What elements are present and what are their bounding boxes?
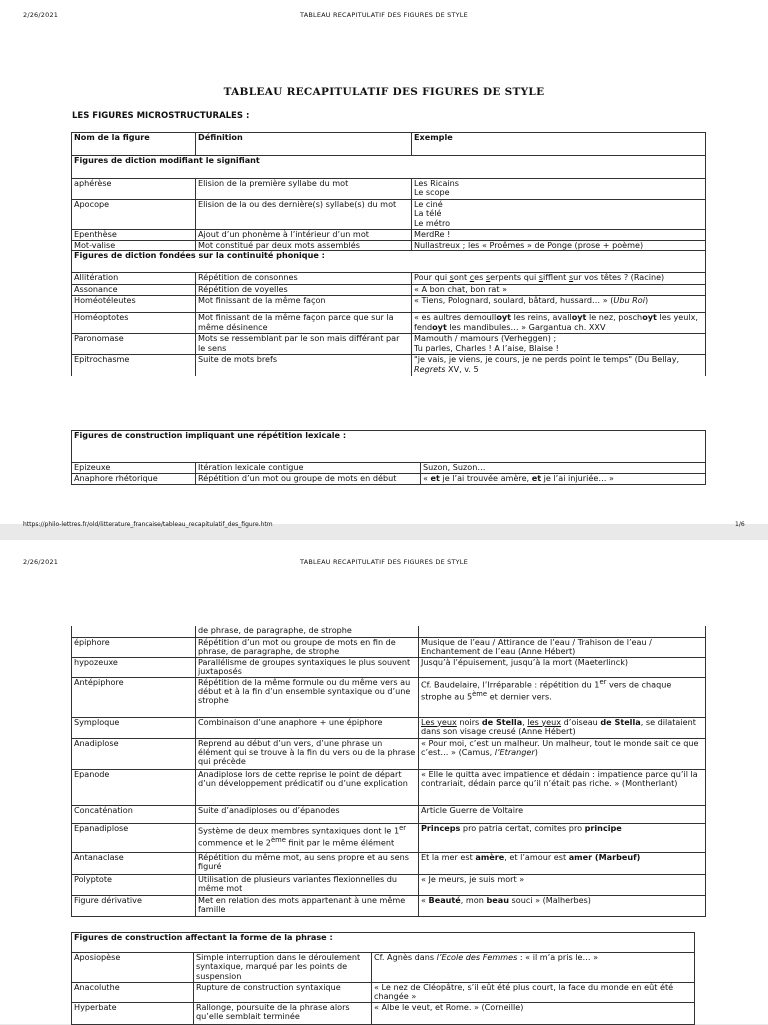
- figure-example: Et la mer est amère, et l’amour est amer (Marbeuf): [419, 852, 706, 874]
- table-row: [72, 463, 706, 474]
- table-row: [72, 230, 706, 241]
- table-row: [72, 200, 706, 230]
- figure-definition: de phrase, de paragraphe, de strophe: [196, 626, 419, 637]
- figure-definition: Parallélisme de groupes syntaxiques le plus souvent juxtaposés: [196, 657, 419, 677]
- figure-name: Figure dérivative: [72, 895, 196, 916]
- figure-name: Paronomase: [72, 334, 196, 355]
- figure-definition: Répétition du même mot, au sens propre et au sens figuré: [196, 852, 419, 874]
- table-row: [72, 852, 706, 874]
- figure-name: Assonance: [72, 285, 196, 296]
- figure-definition: Mot finissant de la même façon parce que sur la même désinence: [196, 313, 412, 334]
- figure-name: hypozeuxe: [72, 657, 196, 677]
- table-row: [72, 983, 695, 1003]
- figure-definition: Rallonge, poursuite de la phrase alors qu’elle semblait terminée: [194, 1003, 372, 1025]
- figures-table-repetition: [71, 430, 706, 485]
- table-row: [72, 823, 706, 852]
- figure-definition: Elision de la première syllabe du mot: [196, 179, 412, 200]
- figure-example: « Beauté, mon beau souci » (Malherbes): [419, 895, 706, 916]
- figure-definition: Reprend au début d’un vers, d’une phrase un élément qui se trouve à la fin du vers ou de la phrase qui précède: [196, 738, 419, 769]
- header-name: Nom de la figure: [72, 133, 196, 156]
- figures-table-main: [71, 132, 706, 376]
- print-footer-page: 1/6: [735, 521, 745, 528]
- section-label: Figures de construction affectant la forme de la phrase :: [72, 933, 695, 953]
- table-row: [72, 953, 695, 983]
- figure-name: Symploque: [72, 717, 196, 738]
- figure-example: « Tiens, Polognard, soulard, bâtard, hussard… » (Ubu Roi): [412, 296, 706, 313]
- figure-definition: Ajout d’un phonème à l’intérieur d’un mot: [196, 230, 412, 241]
- figure-example: "je vais, je viens, je cours, je ne perds point le temps" (Du Bellay, Regrets XV, v. 5: [412, 355, 706, 376]
- figure-name: Hyperbate: [72, 1003, 194, 1025]
- figure-example: « es aultres demoulloyt les reins, avalloyt le nez, poschoyt les yeulx, fendoyt les mandibules… » Gargantua ch. XXV: [412, 313, 706, 334]
- print-footer-url: https://philo-lettres.fr/old/litterature_francaise/tableau_recapitulatif_des_figure.htm: [23, 521, 273, 528]
- table-row: [72, 895, 706, 916]
- section-heading: LES FIGURES MICROSTRUCTURALES :: [72, 111, 250, 121]
- figure-example: « Elle le quitta avec impatience et dédain : impatience parce qu’il la contrariait, dédain parce qu’il n’était pas riche. » (Montherlant): [419, 769, 706, 805]
- figure-definition: Anadiplose lors de cette reprise le point de départ d’un développement prédicatif ou d’une explication: [196, 769, 419, 805]
- figure-definition: Mots se ressemblant par le son mais différant par le sens: [196, 334, 412, 355]
- table-row: [72, 179, 706, 200]
- print-date: 2/26/2021: [23, 558, 59, 566]
- figure-name: épiphore: [72, 637, 196, 657]
- table-row: [72, 626, 706, 637]
- figure-example: Cf. Baudelaire, l’Irréparable : répétition du 1er vers de chaque strophe au 5ème et dernier vers.: [419, 677, 706, 717]
- figure-example: Musique de l’eau / Attirance de l’eau / Trahison de l’eau / Enchantement de l’eau (Anne Hébert): [419, 637, 706, 657]
- figure-name: Epenthèse: [72, 230, 196, 241]
- print-date: 2/26/2021: [23, 11, 59, 19]
- section-label: Figures de diction modifiant le signifiant: [72, 156, 706, 179]
- figure-example: « A bon chat, bon rat »: [412, 285, 706, 296]
- figure-definition: Répétition de la même formule ou du même vers au début et à la fin d’un ensemble syntaxique ou d’une strophe: [196, 677, 419, 717]
- table-row: [72, 474, 706, 485]
- figure-definition: Mot finissant de la même façon: [196, 296, 412, 313]
- table-row: [72, 296, 706, 313]
- figure-name: Homéoptotes: [72, 313, 196, 334]
- table-row: [72, 769, 706, 805]
- figure-definition: Répétition de consonnes: [196, 273, 412, 285]
- table-row: [72, 874, 706, 895]
- figure-name: Anadiplose: [72, 738, 196, 769]
- section-row: [72, 431, 706, 463]
- figure-definition: Combinaison d’une anaphore + une épiphore: [196, 717, 419, 738]
- table-row: [72, 1003, 695, 1025]
- print-header-title: TABLEAU RECAPITULATIF DES FIGURES DE STYLE: [300, 558, 468, 566]
- figure-name: Polyptote: [72, 874, 196, 895]
- figure-name: Epitrochasme: [72, 355, 196, 376]
- figure-name: Epanode: [72, 769, 196, 805]
- figure-example: Jusqu’à l’épuisement, jusqu’à la mort (Maeterlinck): [419, 657, 706, 677]
- table-row: [72, 334, 706, 355]
- figure-example: MerdRe !: [412, 230, 706, 241]
- figure-example: « Le nez de Cléopâtre, s’il eût été plus court, la face du monde en eût été changée »: [372, 983, 695, 1003]
- figure-name: Antanaclase: [72, 852, 196, 874]
- figures-table-sentence-form: [71, 932, 695, 1025]
- table-row: [72, 657, 706, 677]
- section-row: [72, 156, 706, 179]
- table-row: [72, 313, 706, 334]
- document-title: TABLEAU RECAPITULATIF DES FIGURES DE STYLE: [223, 86, 545, 98]
- print-header-title: TABLEAU RECAPITULATIF DES FIGURES DE STYLE: [300, 11, 468, 19]
- figure-name: Apocope: [72, 200, 196, 230]
- table-row: [72, 738, 706, 769]
- section-row: [72, 251, 706, 273]
- figure-example: « Pour moi, c’est un malheur. Un malheur, tout le monde sait ce que c’est… » (Camus, l’Etranger): [419, 738, 706, 769]
- figure-definition: Répétition d’un mot ou groupe de mots en fin de phrase, de paragraphe, de strophe: [196, 637, 419, 657]
- figure-name: aphérèse: [72, 179, 196, 200]
- table-row: [72, 241, 706, 251]
- figure-definition: Simple interruption dans le déroulement syntaxique, marqué par les points de suspension: [194, 953, 372, 983]
- figure-definition: Répétition d’un mot ou groupe de mots en début: [196, 474, 421, 485]
- figure-name: Concaténation: [72, 805, 196, 823]
- figure-name: Antépiphore: [72, 677, 196, 717]
- figures-table-repetition-cont: [71, 626, 706, 917]
- figure-name: Epizeuxe: [72, 463, 196, 474]
- figure-example: Les yeux noirs de Stella, les yeux d’oiseau de Stella, se dilataient dans son visage creusé (Anne Hébert): [419, 717, 706, 738]
- figure-example: Les Ricains Le scope: [412, 179, 706, 200]
- figure-definition: Suite d’anadiploses ou d’épanodes: [196, 805, 419, 823]
- header-example: Exemple: [412, 133, 706, 156]
- figure-name: Mot-valise: [72, 241, 196, 251]
- table-header-row: [72, 133, 706, 156]
- figure-name: Anaphore rhétorique: [72, 474, 196, 485]
- table-row: [72, 677, 706, 717]
- figure-definition: Rupture de construction syntaxique: [194, 983, 372, 1003]
- section-row: [72, 933, 695, 953]
- figure-definition: Suite de mots brefs: [196, 355, 412, 376]
- figure-example: Le ciné La télé Le métro: [412, 200, 706, 230]
- table-row: [72, 717, 706, 738]
- figure-example: Cf. Agnès dans l’Ecole des Femmes : « il m’a pris le… »: [372, 953, 695, 983]
- figure-definition: Elision de la ou des dernière(s) syllabe(s) du mot: [196, 200, 412, 230]
- figure-example: « Je meurs, je suis mort »: [419, 874, 706, 895]
- section-label: Figures de diction fondées sur la continuité phonique :: [72, 251, 706, 273]
- figure-example: Nullastreux ; les « Proêmes » de Ponge (prose + poème): [412, 241, 706, 251]
- figure-definition: Mot constitué par deux mots assemblés: [196, 241, 412, 251]
- figure-example: « Albe le veut, et Rome. » (Corneille): [372, 1003, 695, 1025]
- figure-definition: Utilisation de plusieurs variantes flexionnelles du même mot: [196, 874, 419, 895]
- figure-definition: Système de deux membres syntaxiques dont le 1er commence et le 2ème finit par le même élément: [196, 823, 419, 852]
- figure-example: Suzon, Suzon…: [421, 463, 706, 474]
- figure-name: Allitération: [72, 273, 196, 285]
- section-label: Figures de construction impliquant une répétition lexicale :: [72, 431, 706, 463]
- figure-example: Mamouth / mamours (Verheggen) ; Tu parles, Charles ! A l’aise, Blaise !: [412, 334, 706, 355]
- figure-name: Homéotéleutes: [72, 296, 196, 313]
- figure-name: Aposiopèse: [72, 953, 194, 983]
- table-row: [72, 805, 706, 823]
- figure-definition: Itération lexicale contigue: [196, 463, 421, 474]
- header-definition: Définition: [196, 133, 412, 156]
- figure-definition: Met en relation des mots appartenant à une même famille: [196, 895, 419, 916]
- document-page-2: [0, 540, 768, 1024]
- figure-example: « et je l’ai trouvée amère, et je l’ai injuriée… »: [421, 474, 706, 485]
- figure-example: Princeps pro patria certat, comites pro principe: [419, 823, 706, 852]
- table-row: [72, 285, 706, 296]
- figure-example: Pour qui sont ces serpents qui sifflent sur vos têtes ? (Racine): [412, 273, 706, 285]
- table-row: [72, 355, 706, 376]
- table-row: [72, 273, 706, 285]
- figure-example: Article Guerre de Voltaire: [419, 805, 706, 823]
- figure-name: Anacoluthe: [72, 983, 194, 1003]
- figure-definition: Répétition de voyelles: [196, 285, 412, 296]
- figure-name: Epanadiplose: [72, 823, 196, 852]
- table-row: [72, 637, 706, 657]
